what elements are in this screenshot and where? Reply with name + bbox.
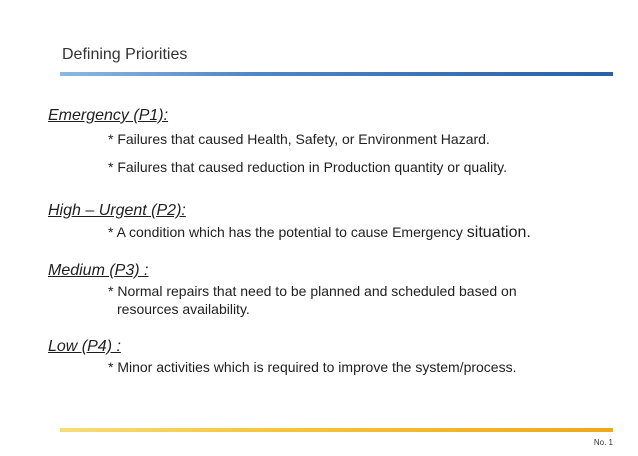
title-divider [60,72,613,76]
footer-divider [60,428,613,432]
list-item [108,223,531,242]
list-item [108,282,517,318]
page-number: No. 1 [593,438,613,447]
section-heading-high-urgent: High – Urgent (P2): [48,202,186,219]
list-item: * Failures that caused reduction in Production quantity or quality. [108,159,507,175]
slide-title: Defining Priorities [62,46,188,63]
section-heading-medium: Medium (P3) : [48,262,149,279]
item-text-emphasis: situation. [466,224,531,241]
item-text-line2: resources availability. [117,301,250,317]
item-text: * A condition which has the potential to cause Emergency [108,224,467,240]
section-heading-low: Low (P4) : [48,338,121,355]
list-item: * Failures that caused Health, Safety, or Environment Hazard. [108,131,490,147]
section-heading-emergency: Emergency (P1): [48,107,169,124]
item-text-line1: * Normal repairs that need to be planned and scheduled based on [108,283,517,299]
list-item: * Minor activities which is required to improve the system/process. [108,359,517,375]
